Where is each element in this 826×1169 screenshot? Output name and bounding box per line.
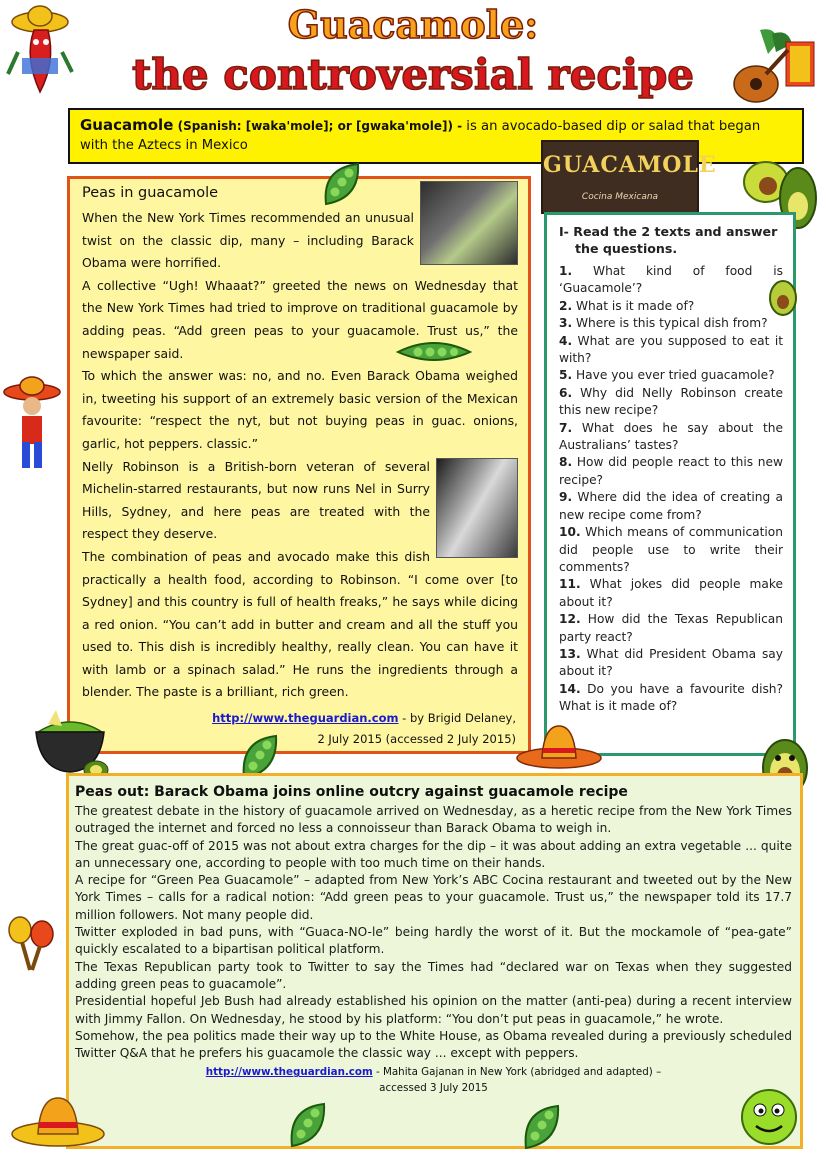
- questions-list: [559, 263, 783, 716]
- pea-pod-icon: [318, 158, 364, 210]
- article1-source: [82, 708, 518, 750]
- article2-paragraph: The great guac-off of 2015 was not about extra charges for the dip – it was about adding an extra vegetable ... quite an unnecessary one, according to people with too much time on their hands.: [75, 838, 792, 870]
- question-item: 2. What is it made of?: [559, 298, 695, 313]
- question-item: 10. Which means of communication did people use to write their comments?: [559, 525, 783, 574]
- question-item: 13. What did President Obama say about it?: [559, 646, 783, 679]
- article1-heading: Peas in guacamole: [82, 185, 219, 201]
- article2-source: [75, 1064, 792, 1096]
- article2-paragraph: The Texas Republican party took to Twitter to say the Times had “declared war on Texas when they suggested adding green peas to guacamole”.: [75, 959, 792, 991]
- article-peas-in-guacamole: [67, 176, 531, 754]
- article1-source-author: - by Brigid Delaney,: [398, 711, 516, 726]
- article2-paragraph: Presidential hopeful Jeb Bush had already established his opinion on the matter (anti-pea) during a recent interview with Jimmy Fallon. On Wednesday, he stood by his platform: “You don’t put peas in guacamole,” he wrote.: [75, 994, 792, 1026]
- question-item: 6. Why did Nelly Robinson create this new recipe?: [559, 385, 783, 418]
- question-item: 12. How did the Texas Republican party react?: [559, 612, 783, 644]
- article2-paragraph: Twitter exploded in bad puns, with “Guaca-NO-le” being hardly the worst of it. But the mockamole of “pea-gate” quickly escalated to a bipartisan political platform.: [75, 925, 792, 957]
- chef-portrait-photo: [436, 458, 518, 558]
- question-item: 3. Where is this typical dish from?: [559, 316, 768, 331]
- question-item: 11. What jokes did people make about it?: [559, 577, 783, 609]
- article2-paragraph: The greatest debate in the history of guacamole arrived on Wednesday, as a heretic recipe from the New York Times outraged the internet and forced no less a connoisseur than Barack Obama to weigh in.: [75, 804, 792, 836]
- question-item: 8. How did people react to this new recipe?: [559, 455, 783, 487]
- page-title-line1: Guacamole:: [287, 2, 539, 47]
- chef-photo: [420, 181, 518, 265]
- maracas-icon: [4, 914, 58, 974]
- article1-paragraph: When the New York Times recommended an unusual twist on the classic dip, many – including Barack Obama were horrified.: [82, 210, 414, 271]
- intro-definition-text: is an avocado-based dip or salad that began with the Aztecs in Mexico: [80, 119, 761, 153]
- logo-title: GUACAMOLE: [543, 152, 717, 178]
- question-item: 1. What kind of food is ‘Guacamole’?: [559, 264, 783, 296]
- article1-source-link[interactable]: http://www.theguardian.com: [212, 711, 399, 726]
- question-item: 14. Do you have a favourite dish? What is it made of?: [559, 681, 783, 714]
- article2-paragraph: A recipe for “Green Pea Guacamole” – adapted from New York’s ABC Cocina restaurant and tweeted out by the New York Times – calls for a radical notion: “Add green peas to your guacamole. Trust us,” the newspaper told its 17.7 million followers. Not many people did.: [75, 873, 792, 922]
- article-peas-out: [66, 773, 803, 1149]
- pea-pod-icon: [518, 1100, 564, 1154]
- page-title-line2: the controversial recipe: [131, 50, 695, 99]
- guitar-icon: [716, 24, 820, 110]
- logo-subtitle: Cocina Mexicana: [581, 192, 659, 202]
- article2-heading: Peas out: Barack Obama joins online outcry against guacamole recipe: [75, 784, 628, 800]
- article2-source-date: accessed 3 July 2015: [379, 1082, 488, 1095]
- article2-source-author: - Mahita Gajanan in New York (abridged and adapted) –: [372, 1066, 662, 1079]
- chili-pepper-icon: [4, 2, 76, 104]
- smiley-icon: [738, 1086, 800, 1148]
- mexican-man-icon: [2, 376, 62, 476]
- article1-paragraph: The combination of peas and avocado make this dish practically a health food, according to Robinson. “I come over [to Sydney] and this country is full of health freaks,” he says while dicing a red onion. “You can’t add in butter and cream and all the stuff you used to. This dish is incredibly healthy, really clean. You can have it with lamb or a spinach salad.” He runs the ingredients through a blender. The paste is a brilliant, rich green.: [82, 548, 518, 700]
- sombrero-icon: [514, 720, 604, 770]
- question-item: 9. Where did the idea of creating a new recipe come from?: [559, 490, 783, 522]
- pea-pod-icon: [284, 1098, 330, 1152]
- question-item: 7. What does he say about the Australians’ tastes?: [559, 420, 783, 453]
- avocado-icon: [766, 276, 800, 318]
- pea-pod-icon: [394, 338, 474, 368]
- article1-paragraph: A collective “Ugh! Whaaat?” greeted the news on Wednesday that the New York Times had tried to improve on traditional guacamole by adding peas. “Add green peas to your guacamole. Trust us,” the newspaper said.: [82, 277, 518, 361]
- article1-source-date: 2 July 2015 (accessed 2 July 2015): [317, 732, 516, 747]
- guacamole-logo: [541, 140, 717, 214]
- questions-box: [544, 212, 796, 756]
- article1-paragraph: Nelly Robinson is a British-born veteran of several Michelin-starred restaurants, but now runs Nel in Surry Hills, Sydney, and here peas are treated with the respect they deserve.: [82, 458, 430, 542]
- question-item: 5. Have you ever tried guacamole?: [559, 368, 775, 383]
- intro-term: Guacamole: [80, 116, 174, 134]
- questions-heading: I- Read the 2 texts and answer the questions.: [559, 224, 778, 256]
- intro-pronunciation: (Spanish: [waka'mole]; or [gwaka'mole]) -: [177, 119, 463, 133]
- article2-paragraph: Somehow, the pea politics made their way up to the White House, as Obama revealed during a previously scheduled Twitter Q&A that he prefers his guacamole the classic way ... except with peppers.: [75, 1028, 792, 1061]
- molcajete-icon: [28, 704, 112, 784]
- article2-source-link[interactable]: http://www.theguardian.com: [205, 1066, 373, 1079]
- sombrero-icon: [8, 1090, 108, 1150]
- article1-paragraph: To which the answer was: no, and no. Even Barack Obama weighed in, tweeting his support of an extremely basic version of the Mexican favourite: “respect the nyt, but not buying peas in guac. onions, garlic, hot peppers. classic.”: [82, 368, 518, 451]
- question-item: 4. What are you supposed to eat it with?: [559, 333, 783, 366]
